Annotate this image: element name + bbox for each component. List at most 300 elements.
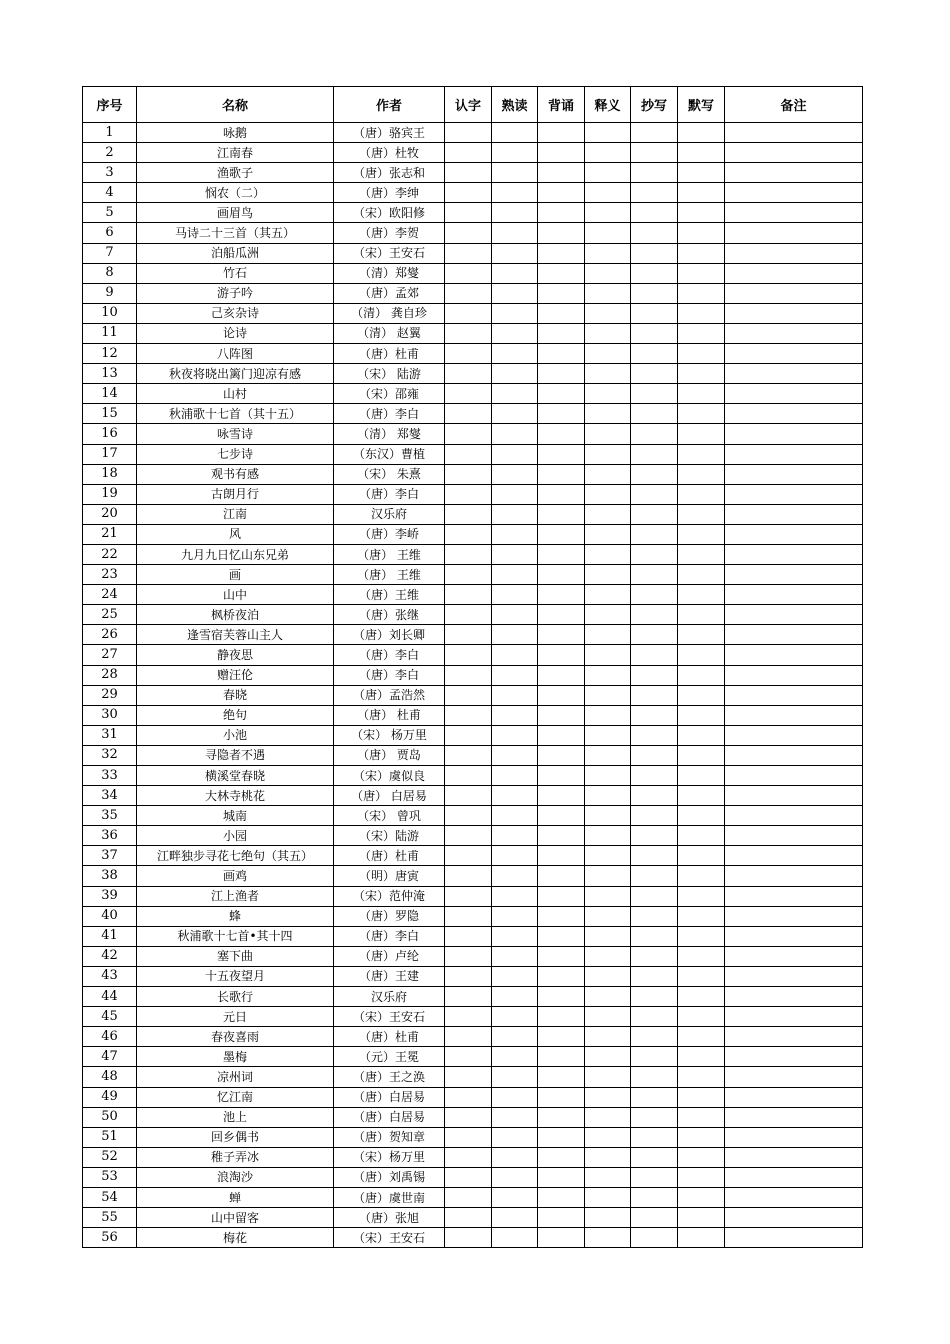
dictation-cell[interactable] bbox=[678, 464, 725, 484]
explain-cell[interactable] bbox=[585, 966, 631, 986]
recognize-cell[interactable] bbox=[445, 1027, 492, 1047]
recite-cell[interactable] bbox=[538, 223, 585, 243]
recognize-cell[interactable] bbox=[445, 866, 492, 886]
copy-cell[interactable] bbox=[631, 364, 678, 384]
read-fluently-cell[interactable] bbox=[492, 323, 538, 343]
notes-cell[interactable] bbox=[725, 263, 863, 283]
recite-cell[interactable] bbox=[538, 866, 585, 886]
copy-cell[interactable] bbox=[631, 1147, 678, 1167]
explain-cell[interactable] bbox=[585, 364, 631, 384]
recognize-cell[interactable] bbox=[445, 323, 492, 343]
recognize-cell[interactable] bbox=[445, 263, 492, 283]
explain-cell[interactable] bbox=[585, 846, 631, 866]
notes-cell[interactable] bbox=[725, 323, 863, 343]
recognize-cell[interactable] bbox=[445, 283, 492, 303]
notes-cell[interactable] bbox=[725, 1147, 863, 1167]
read-fluently-cell[interactable] bbox=[492, 203, 538, 223]
notes-cell[interactable] bbox=[725, 1047, 863, 1067]
notes-cell[interactable] bbox=[725, 243, 863, 263]
read-fluently-cell[interactable] bbox=[492, 685, 538, 705]
notes-cell[interactable] bbox=[725, 464, 863, 484]
copy-cell[interactable] bbox=[631, 283, 678, 303]
copy-cell[interactable] bbox=[631, 585, 678, 605]
recite-cell[interactable] bbox=[538, 1047, 585, 1067]
notes-cell[interactable] bbox=[725, 826, 863, 846]
recognize-cell[interactable] bbox=[445, 404, 492, 424]
copy-cell[interactable] bbox=[631, 946, 678, 966]
read-fluently-cell[interactable] bbox=[492, 544, 538, 564]
dictation-cell[interactable] bbox=[678, 484, 725, 504]
notes-cell[interactable] bbox=[725, 806, 863, 826]
explain-cell[interactable] bbox=[585, 1047, 631, 1067]
read-fluently-cell[interactable] bbox=[492, 303, 538, 323]
recognize-cell[interactable] bbox=[445, 424, 492, 444]
read-fluently-cell[interactable] bbox=[492, 585, 538, 605]
copy-cell[interactable] bbox=[631, 504, 678, 524]
notes-cell[interactable] bbox=[725, 1107, 863, 1127]
recite-cell[interactable] bbox=[538, 323, 585, 343]
notes-cell[interactable] bbox=[725, 303, 863, 323]
recognize-cell[interactable] bbox=[445, 163, 492, 183]
explain-cell[interactable] bbox=[585, 886, 631, 906]
read-fluently-cell[interactable] bbox=[492, 1147, 538, 1167]
recite-cell[interactable] bbox=[538, 846, 585, 866]
recognize-cell[interactable] bbox=[445, 143, 492, 163]
recognize-cell[interactable] bbox=[445, 1087, 492, 1107]
copy-cell[interactable] bbox=[631, 404, 678, 424]
recite-cell[interactable] bbox=[538, 484, 585, 504]
dictation-cell[interactable] bbox=[678, 223, 725, 243]
read-fluently-cell[interactable] bbox=[492, 283, 538, 303]
read-fluently-cell[interactable] bbox=[492, 123, 538, 143]
recite-cell[interactable] bbox=[538, 685, 585, 705]
read-fluently-cell[interactable] bbox=[492, 223, 538, 243]
recognize-cell[interactable] bbox=[445, 484, 492, 504]
explain-cell[interactable] bbox=[585, 1107, 631, 1127]
notes-cell[interactable] bbox=[725, 1208, 863, 1228]
read-fluently-cell[interactable] bbox=[492, 987, 538, 1007]
recognize-cell[interactable] bbox=[445, 625, 492, 645]
recite-cell[interactable] bbox=[538, 1127, 585, 1147]
explain-cell[interactable] bbox=[585, 906, 631, 926]
recognize-cell[interactable] bbox=[445, 926, 492, 946]
notes-cell[interactable] bbox=[725, 1067, 863, 1087]
read-fluently-cell[interactable] bbox=[492, 1107, 538, 1127]
recite-cell[interactable] bbox=[538, 1027, 585, 1047]
copy-cell[interactable] bbox=[631, 625, 678, 645]
notes-cell[interactable] bbox=[725, 605, 863, 625]
explain-cell[interactable] bbox=[585, 705, 631, 725]
recognize-cell[interactable] bbox=[445, 123, 492, 143]
read-fluently-cell[interactable] bbox=[492, 384, 538, 404]
dictation-cell[interactable] bbox=[678, 1107, 725, 1127]
dictation-cell[interactable] bbox=[678, 966, 725, 986]
dictation-cell[interactable] bbox=[678, 645, 725, 665]
recognize-cell[interactable] bbox=[445, 1047, 492, 1067]
read-fluently-cell[interactable] bbox=[492, 404, 538, 424]
recite-cell[interactable] bbox=[538, 625, 585, 645]
recite-cell[interactable] bbox=[538, 745, 585, 765]
recite-cell[interactable] bbox=[538, 1147, 585, 1167]
recognize-cell[interactable] bbox=[445, 725, 492, 745]
recognize-cell[interactable] bbox=[445, 685, 492, 705]
explain-cell[interactable] bbox=[585, 203, 631, 223]
explain-cell[interactable] bbox=[585, 544, 631, 564]
notes-cell[interactable] bbox=[725, 1027, 863, 1047]
recognize-cell[interactable] bbox=[445, 705, 492, 725]
read-fluently-cell[interactable] bbox=[492, 1127, 538, 1147]
explain-cell[interactable] bbox=[585, 504, 631, 524]
explain-cell[interactable] bbox=[585, 1027, 631, 1047]
explain-cell[interactable] bbox=[585, 524, 631, 544]
read-fluently-cell[interactable] bbox=[492, 444, 538, 464]
read-fluently-cell[interactable] bbox=[492, 705, 538, 725]
recite-cell[interactable] bbox=[538, 1187, 585, 1207]
explain-cell[interactable] bbox=[585, 163, 631, 183]
read-fluently-cell[interactable] bbox=[492, 605, 538, 625]
read-fluently-cell[interactable] bbox=[492, 1027, 538, 1047]
dictation-cell[interactable] bbox=[678, 504, 725, 524]
copy-cell[interactable] bbox=[631, 645, 678, 665]
recognize-cell[interactable] bbox=[445, 464, 492, 484]
recognize-cell[interactable] bbox=[445, 1228, 492, 1248]
dictation-cell[interactable] bbox=[678, 1067, 725, 1087]
dictation-cell[interactable] bbox=[678, 183, 725, 203]
recognize-cell[interactable] bbox=[445, 223, 492, 243]
explain-cell[interactable] bbox=[585, 665, 631, 685]
recognize-cell[interactable] bbox=[445, 806, 492, 826]
explain-cell[interactable] bbox=[585, 143, 631, 163]
notes-cell[interactable] bbox=[725, 846, 863, 866]
recite-cell[interactable] bbox=[538, 183, 585, 203]
read-fluently-cell[interactable] bbox=[492, 263, 538, 283]
copy-cell[interactable] bbox=[631, 544, 678, 564]
explain-cell[interactable] bbox=[585, 725, 631, 745]
recite-cell[interactable] bbox=[538, 123, 585, 143]
notes-cell[interactable] bbox=[725, 645, 863, 665]
copy-cell[interactable] bbox=[631, 484, 678, 504]
recognize-cell[interactable] bbox=[445, 524, 492, 544]
recognize-cell[interactable] bbox=[445, 504, 492, 524]
notes-cell[interactable] bbox=[725, 766, 863, 786]
copy-cell[interactable] bbox=[631, 1167, 678, 1187]
recite-cell[interactable] bbox=[538, 725, 585, 745]
explain-cell[interactable] bbox=[585, 484, 631, 504]
recite-cell[interactable] bbox=[538, 163, 585, 183]
read-fluently-cell[interactable] bbox=[492, 745, 538, 765]
dictation-cell[interactable] bbox=[678, 424, 725, 444]
copy-cell[interactable] bbox=[631, 966, 678, 986]
recite-cell[interactable] bbox=[538, 143, 585, 163]
notes-cell[interactable] bbox=[725, 544, 863, 564]
dictation-cell[interactable] bbox=[678, 786, 725, 806]
recognize-cell[interactable] bbox=[445, 243, 492, 263]
explain-cell[interactable] bbox=[585, 806, 631, 826]
dictation-cell[interactable] bbox=[678, 1127, 725, 1147]
notes-cell[interactable] bbox=[725, 665, 863, 685]
recognize-cell[interactable] bbox=[445, 344, 492, 364]
explain-cell[interactable] bbox=[585, 243, 631, 263]
dictation-cell[interactable] bbox=[678, 283, 725, 303]
recognize-cell[interactable] bbox=[445, 846, 492, 866]
read-fluently-cell[interactable] bbox=[492, 163, 538, 183]
notes-cell[interactable] bbox=[725, 946, 863, 966]
explain-cell[interactable] bbox=[585, 926, 631, 946]
recite-cell[interactable] bbox=[538, 605, 585, 625]
copy-cell[interactable] bbox=[631, 725, 678, 745]
recognize-cell[interactable] bbox=[445, 966, 492, 986]
read-fluently-cell[interactable] bbox=[492, 1208, 538, 1228]
recognize-cell[interactable] bbox=[445, 364, 492, 384]
notes-cell[interactable] bbox=[725, 1087, 863, 1107]
copy-cell[interactable] bbox=[631, 806, 678, 826]
copy-cell[interactable] bbox=[631, 464, 678, 484]
dictation-cell[interactable] bbox=[678, 987, 725, 1007]
notes-cell[interactable] bbox=[725, 484, 863, 504]
recite-cell[interactable] bbox=[538, 966, 585, 986]
read-fluently-cell[interactable] bbox=[492, 806, 538, 826]
recite-cell[interactable] bbox=[538, 444, 585, 464]
notes-cell[interactable] bbox=[725, 1007, 863, 1027]
read-fluently-cell[interactable] bbox=[492, 524, 538, 544]
read-fluently-cell[interactable] bbox=[492, 866, 538, 886]
recognize-cell[interactable] bbox=[445, 1107, 492, 1127]
dictation-cell[interactable] bbox=[678, 1087, 725, 1107]
explain-cell[interactable] bbox=[585, 1087, 631, 1107]
explain-cell[interactable] bbox=[585, 183, 631, 203]
copy-cell[interactable] bbox=[631, 163, 678, 183]
copy-cell[interactable] bbox=[631, 1208, 678, 1228]
recognize-cell[interactable] bbox=[445, 1067, 492, 1087]
notes-cell[interactable] bbox=[725, 866, 863, 886]
recite-cell[interactable] bbox=[538, 283, 585, 303]
recite-cell[interactable] bbox=[538, 1208, 585, 1228]
recognize-cell[interactable] bbox=[445, 665, 492, 685]
recite-cell[interactable] bbox=[538, 926, 585, 946]
copy-cell[interactable] bbox=[631, 886, 678, 906]
copy-cell[interactable] bbox=[631, 1107, 678, 1127]
copy-cell[interactable] bbox=[631, 183, 678, 203]
dictation-cell[interactable] bbox=[678, 745, 725, 765]
explain-cell[interactable] bbox=[585, 263, 631, 283]
dictation-cell[interactable] bbox=[678, 1007, 725, 1027]
explain-cell[interactable] bbox=[585, 565, 631, 585]
recognize-cell[interactable] bbox=[445, 565, 492, 585]
notes-cell[interactable] bbox=[725, 1187, 863, 1207]
dictation-cell[interactable] bbox=[678, 524, 725, 544]
copy-cell[interactable] bbox=[631, 524, 678, 544]
copy-cell[interactable] bbox=[631, 263, 678, 283]
dictation-cell[interactable] bbox=[678, 946, 725, 966]
dictation-cell[interactable] bbox=[678, 826, 725, 846]
dictation-cell[interactable] bbox=[678, 364, 725, 384]
explain-cell[interactable] bbox=[585, 1067, 631, 1087]
recognize-cell[interactable] bbox=[445, 786, 492, 806]
dictation-cell[interactable] bbox=[678, 163, 725, 183]
explain-cell[interactable] bbox=[585, 444, 631, 464]
recite-cell[interactable] bbox=[538, 203, 585, 223]
dictation-cell[interactable] bbox=[678, 665, 725, 685]
explain-cell[interactable] bbox=[585, 786, 631, 806]
notes-cell[interactable] bbox=[725, 444, 863, 464]
dictation-cell[interactable] bbox=[678, 203, 725, 223]
notes-cell[interactable] bbox=[725, 163, 863, 183]
recognize-cell[interactable] bbox=[445, 1208, 492, 1228]
copy-cell[interactable] bbox=[631, 323, 678, 343]
notes-cell[interactable] bbox=[725, 705, 863, 725]
dictation-cell[interactable] bbox=[678, 1047, 725, 1067]
recognize-cell[interactable] bbox=[445, 183, 492, 203]
recognize-cell[interactable] bbox=[445, 946, 492, 966]
recite-cell[interactable] bbox=[538, 384, 585, 404]
read-fluently-cell[interactable] bbox=[492, 786, 538, 806]
explain-cell[interactable] bbox=[585, 1007, 631, 1027]
explain-cell[interactable] bbox=[585, 303, 631, 323]
dictation-cell[interactable] bbox=[678, 1147, 725, 1167]
read-fluently-cell[interactable] bbox=[492, 1007, 538, 1027]
recite-cell[interactable] bbox=[538, 826, 585, 846]
notes-cell[interactable] bbox=[725, 906, 863, 926]
recognize-cell[interactable] bbox=[445, 1007, 492, 1027]
read-fluently-cell[interactable] bbox=[492, 665, 538, 685]
explain-cell[interactable] bbox=[585, 424, 631, 444]
explain-cell[interactable] bbox=[585, 866, 631, 886]
explain-cell[interactable] bbox=[585, 323, 631, 343]
copy-cell[interactable] bbox=[631, 745, 678, 765]
read-fluently-cell[interactable] bbox=[492, 565, 538, 585]
read-fluently-cell[interactable] bbox=[492, 906, 538, 926]
dictation-cell[interactable] bbox=[678, 625, 725, 645]
read-fluently-cell[interactable] bbox=[492, 625, 538, 645]
copy-cell[interactable] bbox=[631, 987, 678, 1007]
notes-cell[interactable] bbox=[725, 223, 863, 243]
explain-cell[interactable] bbox=[585, 605, 631, 625]
copy-cell[interactable] bbox=[631, 123, 678, 143]
recognize-cell[interactable] bbox=[445, 1167, 492, 1187]
read-fluently-cell[interactable] bbox=[492, 143, 538, 163]
recognize-cell[interactable] bbox=[445, 745, 492, 765]
explain-cell[interactable] bbox=[585, 283, 631, 303]
recite-cell[interactable] bbox=[538, 1007, 585, 1027]
dictation-cell[interactable] bbox=[678, 705, 725, 725]
recognize-cell[interactable] bbox=[445, 987, 492, 1007]
notes-cell[interactable] bbox=[725, 344, 863, 364]
notes-cell[interactable] bbox=[725, 1228, 863, 1248]
dictation-cell[interactable] bbox=[678, 243, 725, 263]
read-fluently-cell[interactable] bbox=[492, 243, 538, 263]
copy-cell[interactable] bbox=[631, 344, 678, 364]
recite-cell[interactable] bbox=[538, 504, 585, 524]
read-fluently-cell[interactable] bbox=[492, 886, 538, 906]
notes-cell[interactable] bbox=[725, 725, 863, 745]
recite-cell[interactable] bbox=[538, 886, 585, 906]
copy-cell[interactable] bbox=[631, 143, 678, 163]
recite-cell[interactable] bbox=[538, 705, 585, 725]
notes-cell[interactable] bbox=[725, 1167, 863, 1187]
dictation-cell[interactable] bbox=[678, 544, 725, 564]
explain-cell[interactable] bbox=[585, 745, 631, 765]
explain-cell[interactable] bbox=[585, 1187, 631, 1207]
copy-cell[interactable] bbox=[631, 906, 678, 926]
recite-cell[interactable] bbox=[538, 906, 585, 926]
recognize-cell[interactable] bbox=[445, 303, 492, 323]
dictation-cell[interactable] bbox=[678, 886, 725, 906]
dictation-cell[interactable] bbox=[678, 143, 725, 163]
recite-cell[interactable] bbox=[538, 303, 585, 323]
recognize-cell[interactable] bbox=[445, 645, 492, 665]
copy-cell[interactable] bbox=[631, 303, 678, 323]
dictation-cell[interactable] bbox=[678, 685, 725, 705]
dictation-cell[interactable] bbox=[678, 866, 725, 886]
recognize-cell[interactable] bbox=[445, 1147, 492, 1167]
copy-cell[interactable] bbox=[631, 384, 678, 404]
dictation-cell[interactable] bbox=[678, 846, 725, 866]
dictation-cell[interactable] bbox=[678, 1228, 725, 1248]
dictation-cell[interactable] bbox=[678, 303, 725, 323]
recite-cell[interactable] bbox=[538, 766, 585, 786]
recognize-cell[interactable] bbox=[445, 444, 492, 464]
explain-cell[interactable] bbox=[585, 1167, 631, 1187]
recite-cell[interactable] bbox=[538, 946, 585, 966]
dictation-cell[interactable] bbox=[678, 323, 725, 343]
dictation-cell[interactable] bbox=[678, 906, 725, 926]
notes-cell[interactable] bbox=[725, 404, 863, 424]
read-fluently-cell[interactable] bbox=[492, 1228, 538, 1248]
explain-cell[interactable] bbox=[585, 1228, 631, 1248]
read-fluently-cell[interactable] bbox=[492, 946, 538, 966]
notes-cell[interactable] bbox=[725, 886, 863, 906]
notes-cell[interactable] bbox=[725, 786, 863, 806]
read-fluently-cell[interactable] bbox=[492, 725, 538, 745]
copy-cell[interactable] bbox=[631, 203, 678, 223]
read-fluently-cell[interactable] bbox=[492, 766, 538, 786]
copy-cell[interactable] bbox=[631, 1127, 678, 1147]
read-fluently-cell[interactable] bbox=[492, 1187, 538, 1207]
recite-cell[interactable] bbox=[538, 987, 585, 1007]
notes-cell[interactable] bbox=[725, 745, 863, 765]
recite-cell[interactable] bbox=[538, 585, 585, 605]
read-fluently-cell[interactable] bbox=[492, 826, 538, 846]
explain-cell[interactable] bbox=[585, 1127, 631, 1147]
copy-cell[interactable] bbox=[631, 1187, 678, 1207]
notes-cell[interactable] bbox=[725, 123, 863, 143]
notes-cell[interactable] bbox=[725, 926, 863, 946]
read-fluently-cell[interactable] bbox=[492, 926, 538, 946]
read-fluently-cell[interactable] bbox=[492, 1087, 538, 1107]
notes-cell[interactable] bbox=[725, 283, 863, 303]
explain-cell[interactable] bbox=[585, 344, 631, 364]
recognize-cell[interactable] bbox=[445, 1127, 492, 1147]
recite-cell[interactable] bbox=[538, 665, 585, 685]
copy-cell[interactable] bbox=[631, 846, 678, 866]
notes-cell[interactable] bbox=[725, 203, 863, 223]
notes-cell[interactable] bbox=[725, 143, 863, 163]
recite-cell[interactable] bbox=[538, 645, 585, 665]
notes-cell[interactable] bbox=[725, 504, 863, 524]
copy-cell[interactable] bbox=[631, 766, 678, 786]
recite-cell[interactable] bbox=[538, 404, 585, 424]
explain-cell[interactable] bbox=[585, 1147, 631, 1167]
explain-cell[interactable] bbox=[585, 987, 631, 1007]
copy-cell[interactable] bbox=[631, 826, 678, 846]
recite-cell[interactable] bbox=[538, 565, 585, 585]
recite-cell[interactable] bbox=[538, 1067, 585, 1087]
dictation-cell[interactable] bbox=[678, 1027, 725, 1047]
notes-cell[interactable] bbox=[725, 524, 863, 544]
notes-cell[interactable] bbox=[725, 384, 863, 404]
explain-cell[interactable] bbox=[585, 685, 631, 705]
recite-cell[interactable] bbox=[538, 786, 585, 806]
